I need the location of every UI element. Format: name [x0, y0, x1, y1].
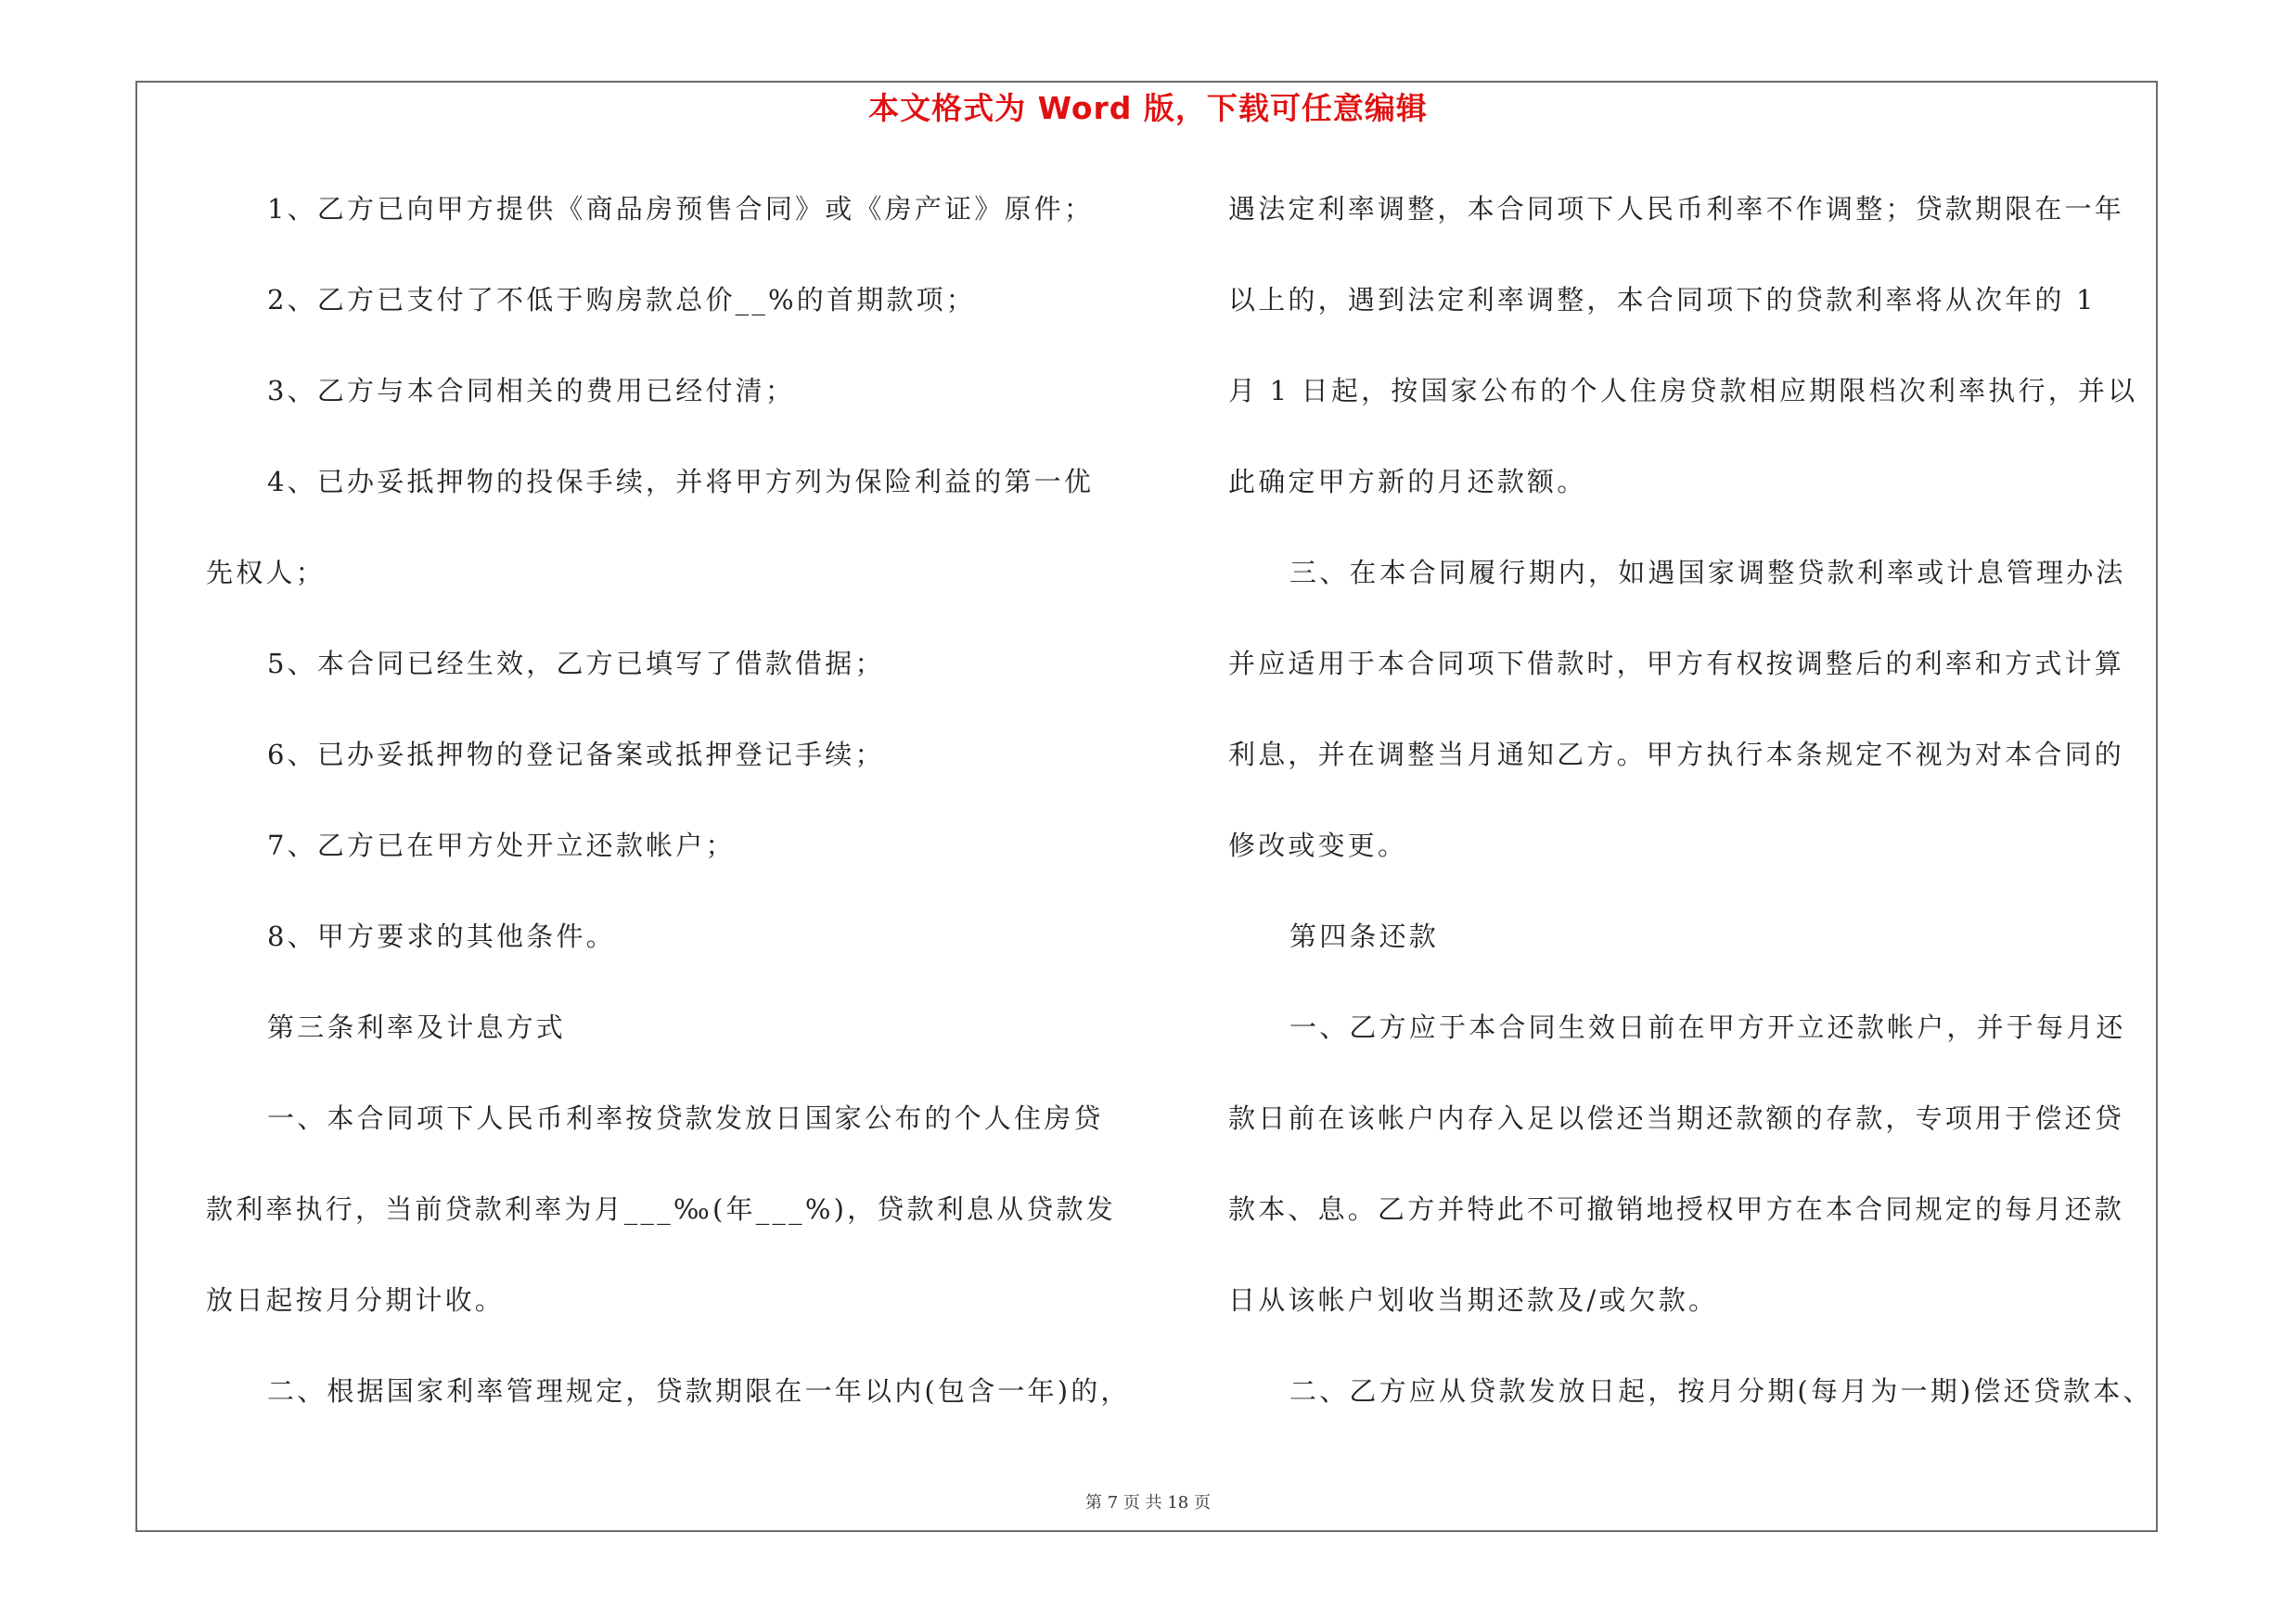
paragraph-line: 二、乙方应从贷款发放日起，按月分期(每月为一期)偿还贷款本、 [1289, 1375, 2153, 1407]
paragraph-line: 款利率执行，当前贷款利率为月___‰(年___%)，贷款利息从贷款发 [206, 1193, 1116, 1225]
paragraph-line: 三、在本合同履行期内，如遇国家调整贷款利率或计息管理办法 [1289, 557, 2126, 588]
paragraph-line: 以上的，遇到法定利率调整，本合同项下的贷款利率将从次年的 1 [1228, 284, 2097, 316]
paragraph-line: 此确定甲方新的月还款额。 [1228, 466, 1587, 497]
paragraph-line: 利息，并在调整当月通知乙方。甲方执行本条规定不视为对本合同的 [1228, 739, 2125, 770]
paragraph-line: 6、已办妥抵押物的登记备案或抵押登记手续； [267, 739, 885, 770]
paragraph-line: 一、本合同项下人民币利率按贷款发放日国家公布的个人住房贷 [267, 1102, 1104, 1134]
paragraph-line: 款日前在该帐户内存入足以偿还当期还款额的存款，专项用于偿还贷 [1228, 1102, 2125, 1134]
format-notice-banner: 本文格式为 Word 版，下载可任意编辑 [868, 90, 1428, 126]
paragraph-line: 先权人； [206, 557, 326, 588]
paragraph-line: 一、乙方应于本合同生效日前在甲方开立还款帐户，并于每月还 [1289, 1011, 2126, 1043]
paragraph-line: 2、乙方已支付了不低于购房款总价__%的首期款项； [267, 284, 977, 316]
paragraph-line: 修改或变更。 [1228, 830, 1408, 861]
section-heading: 第三条利率及计息方式 [267, 1011, 567, 1043]
paragraph-line: 二、根据国家利率管理规定，贷款期限在一年以内(包含一年)的， [267, 1375, 1131, 1407]
paragraph-line: 7、乙方已在甲方处开立还款帐户； [267, 830, 736, 861]
paragraph-line: 遇法定利率调整，本合同项下人民币利率不作调整；贷款期限在一年 [1228, 193, 2125, 225]
paragraph-line: 3、乙方与本合同相关的费用已经付清； [267, 375, 796, 406]
section-heading: 第四条还款 [1289, 921, 1440, 952]
paragraph-line: 8、甲方要求的其他条件。 [267, 921, 616, 952]
paragraph-line: 5、本合同已经生效，乙方已填写了借款借据； [267, 648, 885, 679]
paragraph-line: 并应适用于本合同项下借款时，甲方有权按调整后的利率和方式计算 [1228, 648, 2125, 679]
paragraph-line: 1、乙方已向甲方提供《商品房预售合同》或《房产证》原件； [267, 193, 1095, 225]
paragraph-line: 日从该帐户划收当期还款及/或欠款。 [1228, 1284, 1719, 1316]
paragraph-line: 款本、息。乙方并特此不可撤销地授权甲方在本合同规定的每月还款 [1228, 1193, 2125, 1225]
paragraph-line: 4、已办妥抵押物的投保手续，并将甲方列为保险利益的第一优 [267, 466, 1095, 497]
paragraph-line: 放日起按月分期计收。 [206, 1284, 506, 1316]
page-number-footer: 第 7 页 共 18 页 [1085, 1493, 1211, 1513]
paragraph-line: 月 1 日起，按国家公布的个人住房贷款相应期限档次利率执行，并以 [1228, 375, 2138, 406]
